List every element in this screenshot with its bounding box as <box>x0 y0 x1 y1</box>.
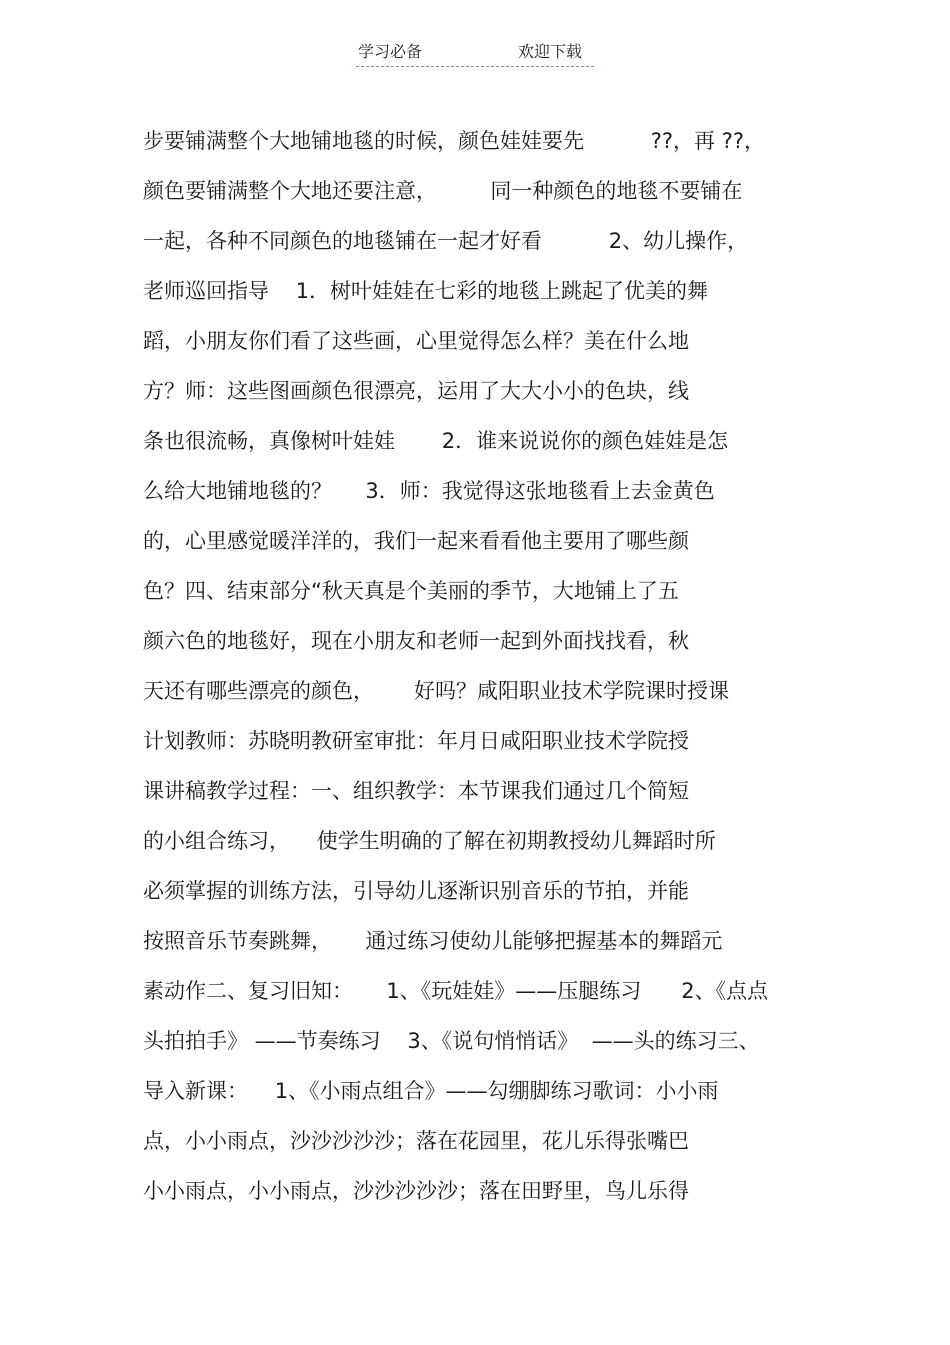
text-line: 条也很流畅，真像树叶娃娃 2．谁来说说你的颜色娃娃是怎 <box>143 429 729 453</box>
text-line: 天还有哪些漂亮的颜色， 好吗？咸阳职业技术学院课时授课 <box>143 679 730 703</box>
text-line: 方？师：这些图画颜色很漂亮，运用了大大小小的色块，线 <box>143 379 689 403</box>
text-line: 的，心里感觉暖洋洋的，我们一起来看看他主要用了哪些颜 <box>143 529 689 553</box>
text-line: 课讲稿教学过程：一、组织教学：本节课我们通过几个简短 <box>143 779 689 803</box>
header-left-text: 学习必备 <box>358 42 423 61</box>
text-line: 计划教师：苏晓明教研室审批：年月日咸阳职业技术学院授 <box>143 729 689 753</box>
text-line: 的小组合练习， 使学生明确的了解在初期教授幼儿舞蹈时所 <box>143 829 716 853</box>
text-line: 素动作二、复习旧知： 1、《玩娃娃》——压腿练习 2、《点点 <box>143 979 769 1003</box>
text-line: 颜六色的地毯好，现在小朋友和老师一起到外面找找看，秋 <box>143 629 689 653</box>
text-line: 必须掌握的训练方法，引导幼儿逐渐识别音乐的节拍，并能 <box>143 879 689 903</box>
text-line: 么给大地铺地毯的？ 3．师：我觉得这张地毯看上去金黄色 <box>143 479 715 503</box>
text-line: 颜色要铺满整个大地还要注意， 同一种颜色的地毯不要铺在 <box>143 179 743 203</box>
text-line: 步要铺满整个大地铺地毯的时候，颜色娃娃要先 ??，再 ??， <box>143 129 766 153</box>
header-right-text: 欢迎下载 <box>518 42 583 61</box>
text-line: 头拍拍手》 ——节奏练习 3、《说句悄悄话》 ——头的练习三、 <box>143 1029 760 1053</box>
text-line: 一起，各种不同颜色的地毯铺在一起才好看 2、幼儿操作， <box>143 229 749 253</box>
document-body <box>143 0 823 1345</box>
text-line: 小小雨点，小小雨点，沙沙沙沙沙；落在田野里，鸟儿乐得 <box>143 1179 689 1203</box>
text-line: 老师巡回指导 1．树叶娃娃在七彩的地毯上跳起了优美的舞 <box>143 279 709 303</box>
text-line: 色？四、结束部分“秋天真是个美丽的季节，大地铺上了五 <box>143 579 679 603</box>
text-line: 按照音乐节奏跳舞， 通过练习使幼儿能够把握基本的舞蹈元 <box>143 929 723 953</box>
text-line: 点，小小雨点，沙沙沙沙沙；落在花园里，花儿乐得张嘴巴 <box>143 1129 689 1153</box>
text-line: 导入新课： 1、《小雨点组合》——勾绷脚练习歌词：小小雨 <box>143 1079 719 1103</box>
text-line: 蹈，小朋友你们看了这些画，心里觉得怎么样？美在什么地 <box>143 329 689 353</box>
